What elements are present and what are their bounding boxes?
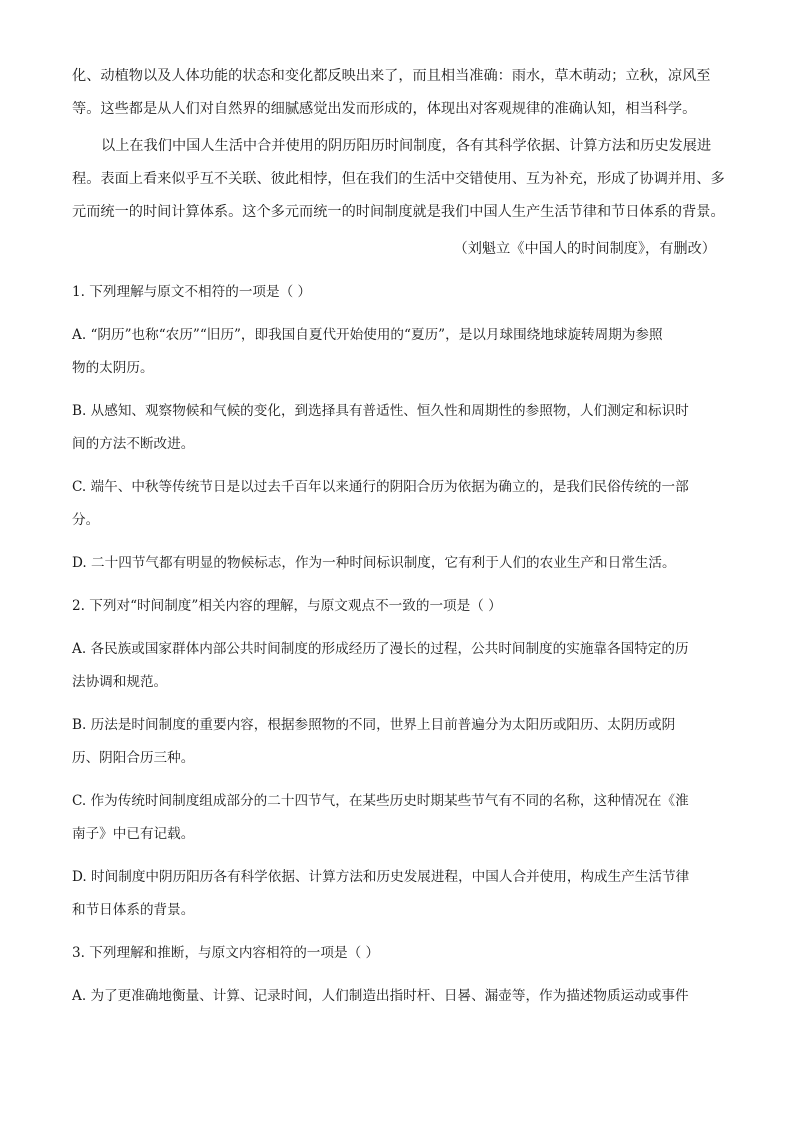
document-page [72, 60, 725, 1013]
option-line: 物的太阴历。 [72, 360, 154, 376]
option-line: A. 为了更准确地衡量、计算、记录时间，人们制造出指时杆、日晷、漏壶等，作为描述物质运动或事件 [72, 988, 689, 1004]
question-2 [72, 590, 722, 927]
option-a[interactable] [72, 319, 722, 385]
question-stem: 1. 下列理解与原文不相符的一项是（ ） [72, 284, 312, 300]
passage-paragraph-1 [72, 60, 722, 126]
option-d[interactable] [72, 547, 722, 580]
option-line: C. 端午、中秋等传统节日是以过去千百年以来通行的阴阳合历为依据为确立的，是我们民俗传统的一部 [72, 479, 689, 495]
option-line: 法协调和规范。 [72, 674, 168, 690]
option-b[interactable] [72, 709, 722, 775]
option-line: D. 时间制度中阴历阳历各有科学依据、计算方法和历史发展进程，中国人合并使用，构成生产生活节律 [72, 869, 690, 885]
option-line: 历、阴阳合历三种。 [72, 750, 195, 766]
option-c[interactable] [72, 471, 722, 537]
text-line: 以上在我们中国人生活中合并使用的阴历阳历时间制度，各有其科学依据、计算方法和历史发展进 [101, 138, 712, 154]
option-line: C. 作为传统时间制度组成部分的二十四节气，在某些历史时期某些节气有不同的名称，这种情况在《淮 [72, 793, 689, 809]
text-line: 化、动植物以及人体功能的状态和变化都反映出来了，而且相当准确：雨水，草木萌动；立秋，凉风至 [72, 68, 711, 84]
option-d[interactable] [72, 861, 722, 927]
option-line: 分。 [72, 512, 100, 528]
option-line: B. 历法是时间制度的重要内容，根据参照物的不同，世界上目前普遍分为太阳历或阳历、太阴历或阴 [72, 717, 676, 733]
question-1 [72, 276, 722, 580]
option-line: 间的方法不断改进。 [72, 436, 195, 452]
passage-source: （刘魁立《中国人的时间制度》，有删改） [453, 241, 716, 257]
option-c[interactable] [72, 785, 722, 851]
option-line: A. 各民族或国家群体内部公共时间制度的形成经历了漫长的过程，公共时间制度的实施靠各国特定的历 [72, 641, 689, 657]
text-line: 元而统一的时间计算体系。这个多元而统一的时间制度就是我们中国人生产生活节律和节日体系的背景。 [72, 204, 725, 220]
option-line: D. 二十四节气都有明显的物候标志，作为一种时间标识制度，它有利于人们的农业生产和日常生活。 [72, 555, 676, 571]
question-stem: 3. 下列理解和推断，与原文内容相符的一项是（ ） [72, 945, 380, 961]
passage-paragraph-2 [72, 130, 725, 229]
option-b[interactable] [72, 395, 722, 461]
question-3 [72, 937, 722, 1013]
option-line: 和节日体系的背景。 [72, 902, 195, 918]
option-line: 南子》中已有记载。 [72, 826, 195, 842]
option-a[interactable] [72, 633, 722, 699]
option-a[interactable] [72, 980, 722, 1013]
text-line: 等。这些都是从人们对自然界的细腻感觉出发而形成的，体现出对客观规律的准确认知，相当科学。 [72, 101, 697, 117]
text-line: 程。表面上看来似乎互不关联、彼此相悖，但在我们的生活中交错使用、互为补充，形成了协调并用、多 [72, 171, 725, 187]
option-line: A. “阴历”也称“农历”“旧历”，即我国自夏代开始使用的“夏历”，是以月球围绕地球旋转周期为参照 [72, 327, 663, 343]
question-stem: 2. 下列对“时间制度”相关内容的理解，与原文观点不一致的一项是（ ） [72, 598, 502, 614]
option-line: B. 从感知、观察物候和气候的变化，到选择具有普适性、恒久性和周期性的参照物，人们测定和标识时 [72, 403, 689, 419]
